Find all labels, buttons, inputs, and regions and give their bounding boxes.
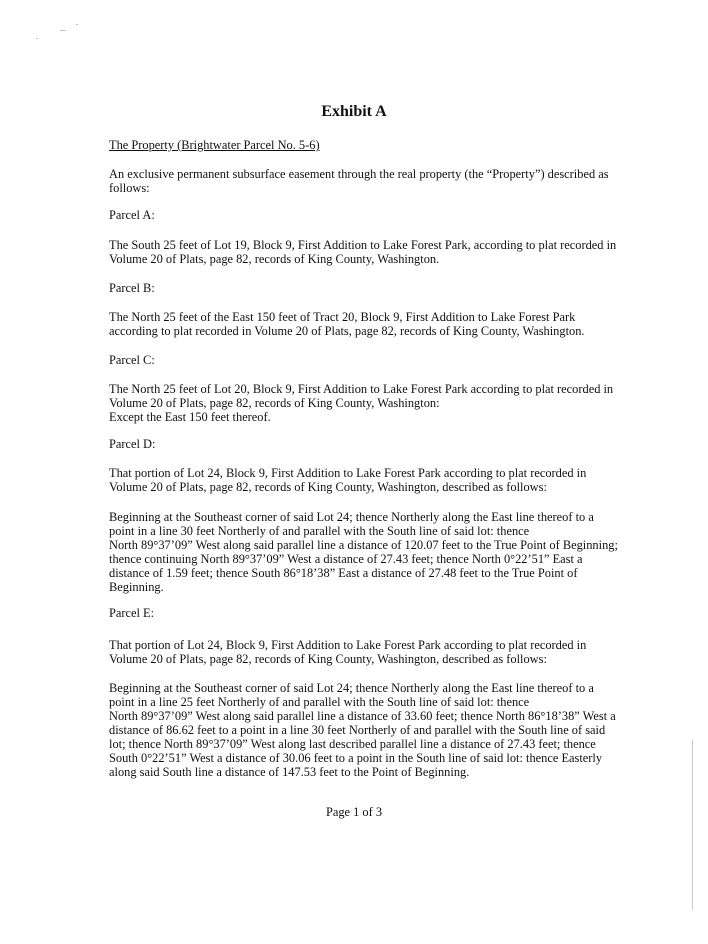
- parcel-e-label: Parcel E:: [109, 606, 155, 620]
- intro-line: follows:: [109, 181, 150, 195]
- intro-paragraph: [109, 167, 629, 195]
- parcel-line: Except the East 150 feet thereof.: [109, 410, 271, 424]
- parcel-line: The North 25 feet of the East 150 feet of Tract 20, Block 9, First Addition to Lake Forest Park: [109, 310, 576, 324]
- scan-speck: [60, 30, 66, 31]
- parcel-line: Volume 20 of Plats, page 82, records of King County, Washington, described as follows:: [109, 652, 547, 666]
- parcel-d-description: [109, 510, 629, 594]
- parcel-c-text: [109, 382, 629, 424]
- description-line: South 0°22’51” West a distance of 30.06 feet to a point in the South line of said lot: thence Easterly: [109, 751, 603, 765]
- description-line: North 89°37’09” West along said parallel line a distance of 120.07 feet to the True Point of Beginning;: [109, 538, 618, 552]
- description-line: Beginning at the Southeast corner of said Lot 24; thence Northerly along the East line thereof to a: [109, 510, 594, 524]
- parcel-line: Volume 20 of Plats, page 82, records of King County, Washington.: [109, 252, 440, 266]
- parcel-line: Volume 20 of Plats, page 82, records of King County, Washington:: [109, 396, 440, 410]
- parcel-line: The North 25 feet of Lot 20, Block 9, First Addition to Lake Forest Park according to plat recorded in: [109, 382, 614, 396]
- description-line: along said South line a distance of 147.53 feet to the Point of Beginning.: [109, 765, 470, 779]
- description-line: point in a line 25 feet Northerly of and parallel with the South line of said lot: thence: [109, 695, 530, 709]
- scan-speck: [36, 38, 38, 39]
- parcel-d-text: [109, 466, 629, 494]
- parcel-e-description: [109, 681, 629, 779]
- intro-line: An exclusive permanent subsurface easement through the real property (the “Property”) described as: [109, 167, 609, 181]
- parcel-e-text: [109, 638, 629, 666]
- parcel-line: That portion of Lot 24, Block 9, First Addition to Lake Forest Park according to plat recorded in: [109, 466, 587, 480]
- description-line: lot; thence North 89°37’09” West along last described parallel line a distance of 27.43 feet; thence: [109, 737, 596, 751]
- description-line: thence continuing North 89°37’09” West a distance of 27.43 feet; thence North 0°22’51” East a: [109, 552, 583, 566]
- parcel-line: according to plat recorded in Volume 20 of Plats, page 82, records of King County, Washington.: [109, 324, 585, 338]
- description-line: Beginning.: [109, 580, 164, 594]
- property-heading: The Property (Brightwater Parcel No. 5-6): [109, 138, 320, 152]
- parcel-b-label: Parcel B:: [109, 281, 155, 295]
- description-line: North 89°37’09” West along said parallel line a distance of 33.60 feet; thence North 86°18’38” West a: [109, 709, 616, 723]
- parcel-line: Volume 20 of Plats, page 82, records of King County, Washington, described as follows:: [109, 480, 547, 494]
- page-number: Page 1 of 3: [325, 805, 383, 819]
- parcel-line: That portion of Lot 24, Block 9, First Addition to Lake Forest Park according to plat recorded in: [109, 638, 587, 652]
- description-line: Beginning at the Southeast corner of said Lot 24; thence Northerly along the East line thereof to a: [109, 681, 594, 695]
- scan-speck: [76, 24, 78, 25]
- description-line: distance of 1.59 feet; thence South 86°18’38” East a distance of 27.48 feet to the True Point of: [109, 566, 578, 580]
- description-line: distance of 86.62 feet to a point in a line 30 feet Northerly of and parallel with the South line of said: [109, 723, 606, 737]
- parcel-b-text: [109, 310, 629, 338]
- document-title: Exhibit A: [321, 103, 387, 120]
- parcel-d-label: Parcel D:: [109, 437, 156, 451]
- description-line: point in a line 30 feet Northerly of and parallel with the South line of said lot: thence: [109, 524, 530, 538]
- scan-edge-line: [692, 740, 693, 910]
- parcel-line: The South 25 feet of Lot 19, Block 9, First Addition to Lake Forest Park, according to plat recorded in: [109, 238, 617, 252]
- parcel-a-text: [109, 238, 629, 266]
- parcel-c-label: Parcel C:: [109, 353, 155, 367]
- parcel-a-label: Parcel A:: [109, 208, 155, 222]
